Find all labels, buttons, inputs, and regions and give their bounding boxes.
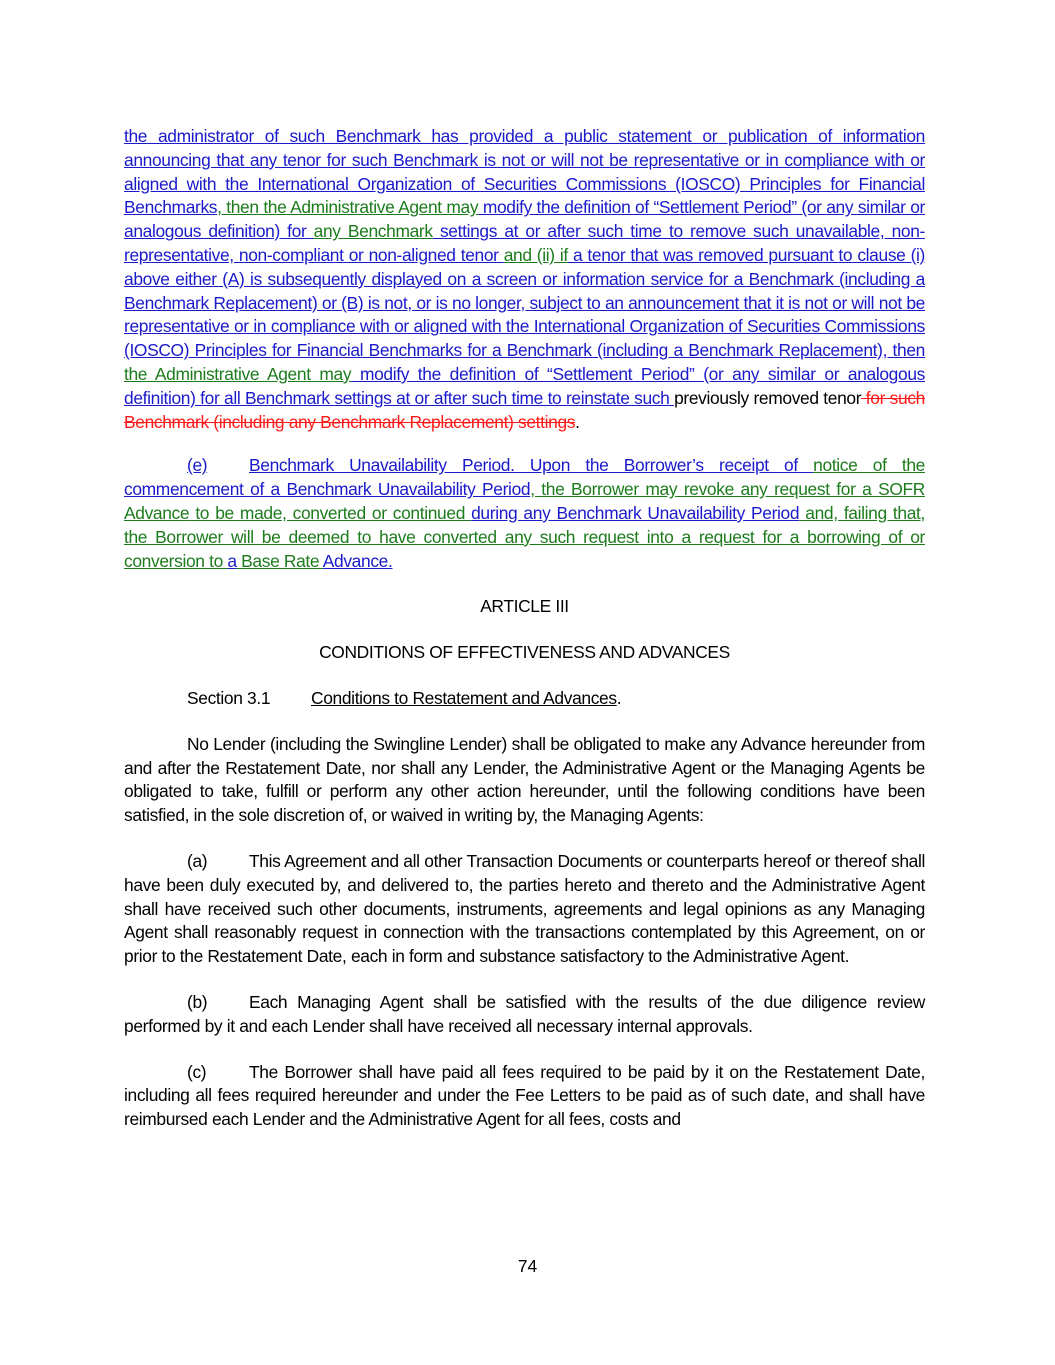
benchmark-tenor-paragraph <box>124 125 925 434</box>
section-title: Conditions to Restatement and Advances <box>311 687 617 708</box>
inserted-text: settings at or after such time to remove such unavailable, non-representative, non-compliant or non-aligned tenor <box>124 221 926 265</box>
benchmark-unavailability-paragraph <box>124 454 925 573</box>
inserted-text-green: to be made, converted or continued <box>189 502 472 523</box>
section-title-period: . <box>616 687 622 708</box>
original-text: previously removed tenor <box>674 387 862 408</box>
section-number: Section 3.1 <box>187 687 271 708</box>
condition-c <box>124 1061 925 1132</box>
inserted-text: the administrator of such Benchmark has provided a public statement or publication of information announcing that any tenor for such Benchmark is not or will not be representative or in compliance with or aligned with the International Organization of Securities Commissions (IOSCO) Principles for Financial Benchmarks <box>124 126 925 218</box>
original-text: . <box>575 411 580 432</box>
condition-a <box>124 850 925 969</box>
document-page <box>124 125 925 1132</box>
clause-label: (b) <box>187 991 208 1012</box>
page-number: 74 <box>517 1256 538 1276</box>
inserted-text: commencement of a Benchmark Unavailability Period <box>124 479 531 500</box>
inserted-text-green: notice of the <box>813 455 925 476</box>
condition-text: Each Managing Agent shall be satisfied with the results of the due diligence review performed by it and each Lender shall have received all necessary internal approvals. <box>124 991 925 1036</box>
inserted-text: a tenor that was removed pursuant to clause (i) above either (A) is subsequently displayed on a screen or information service for a Benchmark (including a Benchmark Replacement) or (B) is not, or is no longer, subject to an announcement that it is not or will not be representative or in compliance with or aligned with the International Organization of Securities Commissions (IOSCO) Principles for Financial Benchmarks for a Benchmark (including a Benchmark Replacement), then <box>124 244 925 361</box>
condition-text: This Agreement and all other Transaction Documents or counterparts hereof or thereof shall have been duly executed by, and delivered to, the parties hereto and thereto and the Administrative Agent shall have received such other documents, instruments, agreements and legal opinions as any Managing Agent shall reasonably request in connection with the transactions contemplated by this Agreement, on or prior to the Restatement Date, each in form and substance satisfactory to the Administrative Agent. <box>124 850 925 967</box>
inserted-text-green: the Administrative Agent may <box>124 363 352 384</box>
inserted-text-green: Base Rate <box>236 550 323 571</box>
section-heading <box>124 687 925 711</box>
deleted-text: for such Benchmark (including any Benchmark Replacement) settings <box>124 387 925 432</box>
inserted-text: a <box>227 550 237 571</box>
inserted-text: modify the definition of “Settlement Period” (or any similar or analogous definition) for <box>124 197 925 242</box>
inserted-text-green: and, failing that, the Borrower will be deemed to have converted any such request into a request for a borrowing of or conversion to <box>124 502 925 571</box>
inserted-text: Advance. <box>322 550 393 571</box>
inserted-text: during any Benchmark Unavailability Period <box>471 502 800 523</box>
article-title: ARTICLE III <box>480 596 569 617</box>
condition-text: The Borrower shall have paid all fees required to be paid by it on the Restatement Date, including all fees required hereunder and under the Fee Letters to be paid as of such date, and shall have reimbursed each Lender and the Administrative Agent for all fees, costs and <box>124 1061 925 1130</box>
inserted-text: Benchmark Unavailability Period. Upon the Borrower’s receipt of <box>249 455 814 476</box>
inserted-text-green: , the Borrower may revoke any request for <box>530 479 863 500</box>
clause-label: (e) <box>187 455 208 476</box>
inserted-text-green: , then the Administrative Agent may <box>217 197 479 218</box>
inserted-text-green: any Benchmark <box>313 221 433 242</box>
article-subtitle: CONDITIONS OF EFFECTIVENESS AND ADVANCES <box>319 642 730 663</box>
inserted-text: modify the definition of “Settlement Period” (or any similar or analogous definition) for all Benchmark settings at or after such time to reinstate such <box>124 363 925 408</box>
condition-b <box>124 991 925 1039</box>
inserted-text-green: a SOFR Advance <box>124 479 925 523</box>
clause-label: (a) <box>187 850 208 871</box>
inserted-text-green: and (ii) if <box>503 244 568 265</box>
intro-paragraph: No Lender (including the Swingline Lender) shall be obligated to make any Advance hereunder from and after the Restatement Date, nor shall any Lender, the Administrative Agent or the Managing Agents be obligated to take, fulfill or perform any other action hereunder, until the following conditions have been satisfied, in the sole discretion of, or waived in writing by, the Managing Agents: <box>124 733 925 826</box>
clause-label: (c) <box>187 1061 207 1082</box>
